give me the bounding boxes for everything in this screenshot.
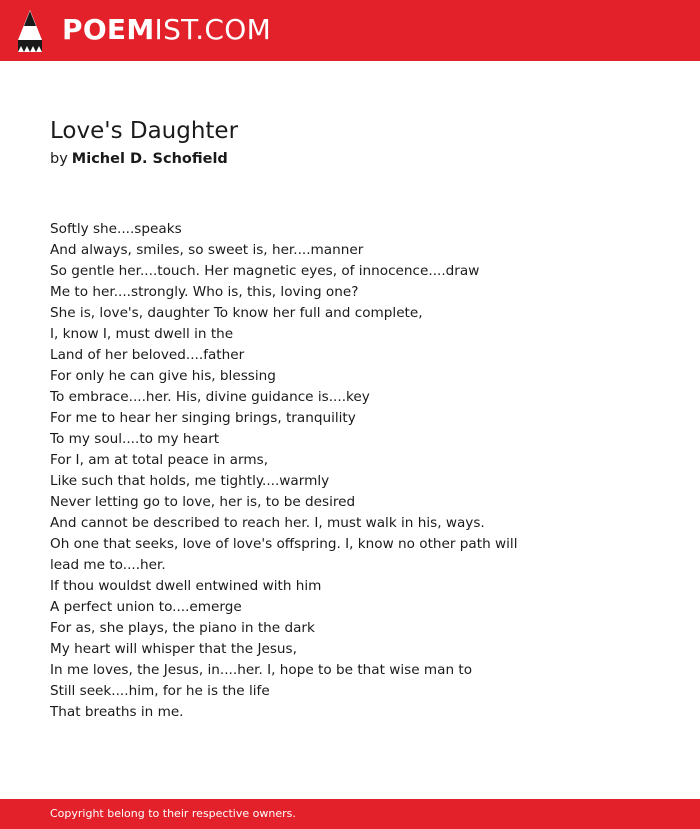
site-logo[interactable] [62, 11, 271, 49]
poem-line: Land of her beloved....father [50, 347, 245, 363]
poem-body [50, 219, 650, 723]
poem-line: If thou wouldst dwell entwined with him [50, 578, 322, 594]
poem-title: Love's Daughter [50, 118, 239, 144]
poem-line: That breaths in me. [50, 704, 184, 720]
by-label: by [50, 151, 68, 167]
pencil-icon [18, 10, 42, 52]
site-footer [0, 799, 700, 829]
poem-line: A perfect union to....emerge [50, 599, 242, 615]
poem-line: So gentle her....touch. Her magnetic eyes, of innocence....draw [50, 263, 480, 279]
poem-line: I, know I, must dwell in the [50, 326, 234, 342]
poem-line: She is, love's, daughter To know her full and complete, [50, 305, 423, 321]
poem-line: lead me to....her. [50, 557, 166, 573]
poem-line: Softly she....speaks [50, 221, 182, 237]
poem-line: And always, smiles, so sweet is, her....manner [50, 242, 364, 258]
poem-line: For I, am at total peace in arms, [50, 452, 269, 468]
author-name: Michel D. Schofield [71, 151, 228, 167]
poem-line: And cannot be described to reach her. I, must walk in his, ways. [50, 515, 485, 531]
poem-line: In me loves, the Jesus, in....her. I, hope to be that wise man to [50, 662, 473, 678]
poem-line: For only he can give his, blessing [50, 368, 276, 384]
poem-line: To embrace....her. His, divine guidance is....key [50, 389, 370, 405]
logo-bold-text: POEM [62, 13, 155, 46]
poem-line: Me to her....strongly. Who is, this, loving one? [50, 284, 359, 300]
poem-line: For as, she plays, the piano in the dark [50, 620, 315, 636]
poem-line: Still seek....him, for he is the life [50, 683, 270, 699]
poem-line: My heart will whisper that the Jesus, [50, 641, 297, 657]
site-header [0, 0, 700, 61]
byline [50, 149, 228, 169]
poem-line: Never letting go to love, her is, to be desired [50, 494, 356, 510]
logo-light-text: IST.COM [154, 13, 272, 46]
poem-line: Like such that holds, me tightly....warmly [50, 473, 330, 489]
poem-line: Oh one that seeks, love of love's offspring. I, know no other path will [50, 536, 518, 552]
copyright-text: Copyright belong to their respective owners. [50, 807, 296, 820]
poem-line: To my soul....to my heart [50, 431, 220, 447]
poem-line: For me to hear her singing brings, tranquility [50, 410, 356, 426]
